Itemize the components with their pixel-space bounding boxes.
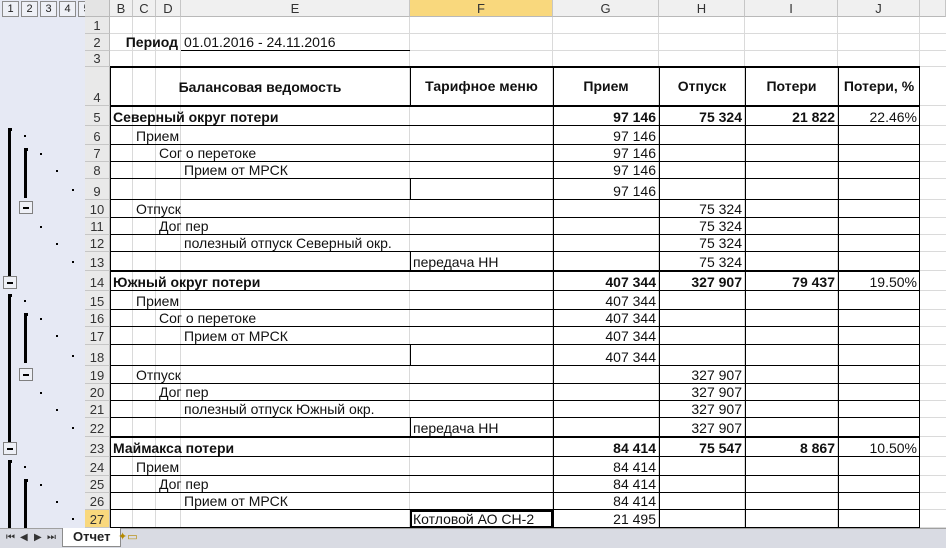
row-label[interactable]: Южный округ потери [113,274,261,290]
cell-border [659,145,660,162]
cell-border [110,437,111,457]
otpusk-value: 327 907 [691,274,742,290]
cell-border [745,271,746,291]
cell-border [110,384,111,401]
outline-level-1-button[interactable]: 1 [2,1,19,17]
outline-dot [72,518,74,520]
outline-dot [40,484,42,486]
cell-border [838,162,839,179]
cell-border [110,162,111,179]
collapse-group-icon[interactable] [3,442,17,455]
cell-border [745,384,746,401]
column-header-g[interactable]: G [553,0,659,17]
cell-border [919,235,920,252]
cell-border [553,179,554,200]
row-label[interactable]: Отпуск [136,367,181,383]
collapse-group-icon[interactable] [19,201,33,214]
cell-border [553,310,554,327]
cell-border [110,310,111,327]
cell-border [919,218,920,235]
priem-value: 84 414 [613,440,656,456]
cell-border [838,179,839,200]
row-label[interactable] [181,252,410,271]
active-cell-f27[interactable] [410,510,553,528]
cell-border [919,510,920,528]
row-label[interactable]: Прием от МРСК [184,162,288,178]
cell-border [553,218,554,235]
priem-value: 407 344 [605,274,656,290]
priem-value: 407 344 [605,310,656,326]
cell-border [553,126,554,145]
header-priem: Прием [583,78,629,94]
cell-border [745,327,746,345]
row-label[interactable]: Сог о перетоке [159,145,257,161]
priem-value: 407 344 [605,293,656,309]
cell-border [919,366,920,384]
cell-border [919,162,920,179]
column-header-j[interactable]: J [838,0,920,17]
outline-dot [40,226,42,228]
outline-dot [40,153,42,155]
insert-sheet-icon[interactable]: ✦▭ [118,531,138,543]
cell-border [745,493,746,510]
cell-border [745,437,746,457]
poteri-pct-value: 19.50% [869,274,917,290]
row-label[interactable]: Дог пер [159,218,209,234]
cell-border [659,384,660,401]
cell-border [745,310,746,327]
cell-border [110,327,111,345]
tariff-menu-cell[interactable]: передача НН [413,254,499,270]
cell-border [745,126,746,145]
cell-border [919,418,920,437]
outline-dot [72,189,74,191]
row-header-1[interactable]: 1 [85,17,110,34]
cell-border [553,200,554,218]
row-label[interactable] [181,418,410,437]
cell-border [553,271,554,291]
cell-border [553,401,554,418]
otpusk-value: 75 324 [699,109,742,125]
priem-value: 97 146 [613,162,656,178]
cell-border [659,271,660,291]
cell-border [659,401,660,418]
cell-border [745,510,746,528]
row-label[interactable] [181,345,410,366]
row-header-10[interactable]: 10 [85,200,110,218]
cell-border [110,235,111,252]
priem-value: 407 344 [605,349,656,365]
otpusk-value: 75 324 [699,201,742,217]
cell-border [838,291,839,310]
row-header-24[interactable]: 24 [85,457,110,476]
priem-value: 84 414 [613,476,656,492]
tariff-menu-cell[interactable]: передача НН [413,420,499,436]
cell-border [553,345,554,366]
otpusk-value: 327 907 [691,420,742,436]
cell-border [745,162,746,179]
row-header-13[interactable]: 13 [85,252,110,271]
otpusk-value: 327 907 [691,384,742,400]
outline-dot [56,335,58,337]
cell-border [181,50,410,51]
cell-border [410,345,411,366]
cell-border [659,366,660,384]
column-header-f[interactable]: F [410,0,553,17]
cell-border [745,200,746,218]
cell-border [919,271,920,291]
cell-border [410,418,411,437]
outline-dot [56,409,58,411]
next-sheet-icon[interactable]: ▶ [34,532,42,543]
otpusk-value: 75 547 [699,440,742,456]
cell-border [838,145,839,162]
header-poteri: Потери [766,78,817,94]
cell-border [110,106,111,126]
row-header-4[interactable]: 4 [85,67,110,106]
cell-border [659,457,660,476]
tariff-menu-cell[interactable]: Котловой АО СН-2 [413,511,535,527]
cell-border [659,126,660,145]
cell-border [659,493,660,510]
cell-border [553,437,554,457]
cell-border [919,476,920,493]
cell-border [110,200,111,218]
cell-border [838,476,839,493]
row-header-27[interactable]: 27 [85,510,110,528]
row-header-16[interactable]: 16 [85,310,110,327]
cell-border [553,235,554,252]
cell-border [745,401,746,418]
cell-border [110,179,111,200]
row-header-11[interactable]: 11 [85,218,110,235]
priem-value: 84 414 [613,459,656,475]
cell-border [659,437,660,457]
cell-border [745,252,746,271]
sheet-tab-otchet[interactable]: Отчет [62,528,121,547]
outline-dot [72,427,74,429]
poteri-value: 8 867 [799,440,835,456]
cell-border [659,418,660,437]
row-label[interactable]: Дог пер [159,384,209,400]
row-header-15[interactable]: 15 [85,291,110,310]
cell-border [410,252,411,271]
cell-border [110,493,111,510]
priem-value: 97 146 [613,183,656,199]
outline-dot [40,392,42,394]
priem-value: 84 414 [613,493,656,509]
cell-border [838,345,839,366]
cell-border [838,510,839,528]
cell-border [745,291,746,310]
sheet-tab-bar [0,528,946,548]
cell-border [919,327,920,345]
cell-border [659,235,660,252]
column-header-k[interactable] [920,0,946,17]
cell-border [838,327,839,345]
row-label[interactable]: Маймакса потери [113,440,235,456]
cell-border [553,366,554,384]
cell-border [553,476,554,493]
cell-border [110,145,111,162]
cell-border [919,310,920,327]
cell-border [553,493,554,510]
row-header-5[interactable]: 5 [85,106,110,126]
row-header-18[interactable]: 18 [85,345,110,366]
cell-border [838,401,839,418]
cell-border [838,271,839,291]
cell-border [919,493,920,510]
row-header-17[interactable]: 17 [85,327,110,345]
row-label[interactable]: полезный отпуск Северный окр. [184,235,392,251]
otpusk-value: 75 324 [699,235,742,251]
cell-border [919,457,920,476]
cell-border [659,291,660,310]
cell-border [110,457,111,476]
cell-border [110,401,111,418]
cell-border [919,145,920,162]
column-header-b[interactable]: B [110,0,133,17]
outline-bracket [24,313,28,363]
cell-border [838,493,839,510]
cell-border [553,106,554,126]
cell-border [553,327,554,345]
cell-border [919,401,920,418]
first-sheet-icon[interactable]: ⏮ [6,532,15,543]
cell-border [659,327,660,345]
outline-level-4-button[interactable]: 4 [59,1,76,17]
cell-border [410,179,411,200]
cell-border [838,235,839,252]
cell-border [110,476,111,493]
cell-border [838,252,839,271]
row-header-19[interactable]: 19 [85,366,110,384]
cell-border [919,437,920,457]
priem-value: 97 146 [613,109,656,125]
cell-border [745,418,746,437]
cell-border [919,384,920,401]
cell-border [110,366,111,384]
cell-border [838,126,839,145]
outline-dot [24,135,26,137]
row-label[interactable] [181,510,410,528]
outline-level-2-button[interactable]: 2 [21,1,38,17]
collapse-group-icon[interactable] [19,368,33,381]
last-sheet-icon[interactable]: ⏭ [47,532,56,543]
outline-dot [56,170,58,172]
cell-border [110,271,919,272]
cell-border [110,437,919,438]
period-label: Период [125,34,178,50]
otpusk-value: 75 324 [699,254,742,270]
outline-dot [72,355,74,357]
cell-border [838,310,839,327]
row-header-23[interactable]: 23 [85,437,110,457]
header-balance-sheet: Балансовая ведомость [178,78,342,95]
period-value: 01.01.2016 - 24.11.2016 [184,34,336,50]
outline-dot [24,300,26,302]
row-header-25[interactable]: 25 [85,476,110,493]
select-all-corner[interactable] [85,0,110,17]
header-otpusk: Отпуск [677,78,727,94]
cell-border [838,457,839,476]
cell-border [110,510,111,528]
header-poteri-pct: Потери, % [843,78,915,94]
poteri-pct-value: 10.50% [869,440,917,456]
cell-border [659,179,660,200]
row-label[interactable]: Дог пер [159,476,209,492]
otpusk-value: 75 324 [699,218,742,234]
cell-border [745,476,746,493]
cell-border [659,310,660,327]
cell-border [110,345,111,366]
otpusk-value: 327 907 [691,367,742,383]
outline-bracket [8,128,12,278]
priem-value: 21 495 [613,511,656,527]
cell-border [919,252,920,271]
cell-border [838,384,839,401]
outline-bracket [24,479,28,528]
cell-border [838,200,839,218]
cell-border [659,252,660,271]
cell-border [745,235,746,252]
cell-border [110,271,111,291]
row-header-9[interactable]: 9 [85,179,110,200]
cell-border [919,179,920,200]
cell-border [659,106,660,126]
row-header-26[interactable]: 26 [85,493,110,510]
cell-border [553,252,554,271]
cell-border [838,418,839,437]
row-label[interactable]: Отпуск [136,201,181,217]
outline-dot [40,318,42,320]
cell-border [553,145,554,162]
cell-border [745,366,746,384]
cell-border [659,162,660,179]
cell-border [745,457,746,476]
row-header-14[interactable]: 14 [85,271,110,291]
row-header-12[interactable]: 12 [85,235,110,252]
cell-border [919,200,920,218]
column-header-h[interactable]: H [659,0,745,17]
cell-border [838,218,839,235]
row-header-7[interactable]: 7 [85,145,110,162]
row-header-21[interactable]: 21 [85,401,110,418]
priem-value: 97 146 [613,145,656,161]
row-label[interactable]: Сог о перетоке [159,310,257,326]
row-header-22[interactable]: 22 [85,418,110,437]
row-header-8[interactable]: 8 [85,162,110,179]
row-header-6[interactable]: 6 [85,126,110,145]
cell-border [110,126,111,145]
outline-level-3-button[interactable]: 3 [40,1,57,17]
cell-border [553,291,554,310]
row-header-2[interactable]: 2 [85,34,110,51]
cell-border [919,345,920,366]
cell-border [745,179,746,200]
outline-dot [24,466,26,468]
row-label[interactable]: полезный отпуск Южный окр. [184,401,375,417]
cell-border [659,345,660,366]
row-header-3[interactable]: 3 [85,51,110,67]
cell-border [110,106,919,107]
poteri-value: 21 822 [792,109,835,125]
row-label[interactable]: Прием от МРСК [184,493,288,509]
outline-dot [72,261,74,263]
cell-border [553,510,554,528]
row-label[interactable]: Прием от МРСК [184,328,288,344]
cell-border [553,418,554,437]
outline-dot [56,501,58,503]
cell-border [110,218,111,235]
row-label[interactable]: Прием [136,293,180,309]
cell-border [838,366,839,384]
prev-sheet-icon[interactable]: ◀ [20,532,28,543]
header-tariff-menu: Тарифное меню [425,78,538,94]
poteri-value: 79 437 [792,274,835,290]
outline-bracket [8,294,12,444]
row-label[interactable] [181,179,410,200]
cell-border [659,200,660,218]
cell-border [659,476,660,493]
row-label[interactable]: Северный округ потери [113,109,279,125]
cell-border [659,510,660,528]
outline-dot [56,243,58,245]
cell-border [553,384,554,401]
row-header-20[interactable]: 20 [85,384,110,401]
outline-bracket [24,148,28,198]
row-label[interactable]: Прием [136,128,180,144]
row-label[interactable]: Прием [136,459,180,475]
cell-border [659,218,660,235]
collapse-group-icon[interactable] [3,276,17,289]
outline-level-buttons [2,1,97,17]
cell-border [919,106,920,126]
column-header-d[interactable]: D [156,0,181,17]
cell-border [110,252,111,271]
cell-border [838,437,839,457]
poteri-pct-value: 22.46% [869,109,917,125]
column-header-i[interactable]: I [745,0,838,17]
otpusk-value: 327 907 [691,401,742,417]
column-header-c[interactable]: C [133,0,156,17]
cell-border [110,291,111,310]
cell-border [919,291,920,310]
cell-border [838,106,839,126]
cell-border [553,162,554,179]
cell-border [745,145,746,162]
cell-border [919,126,920,145]
priem-value: 407 344 [605,328,656,344]
cell-border [745,345,746,366]
cell-border [745,218,746,235]
priem-value: 97 146 [613,128,656,144]
outline-bracket [8,460,12,528]
cell-border [553,457,554,476]
cell-border [745,106,746,126]
column-header-e[interactable]: E [181,0,410,17]
cell-border [110,418,111,437]
